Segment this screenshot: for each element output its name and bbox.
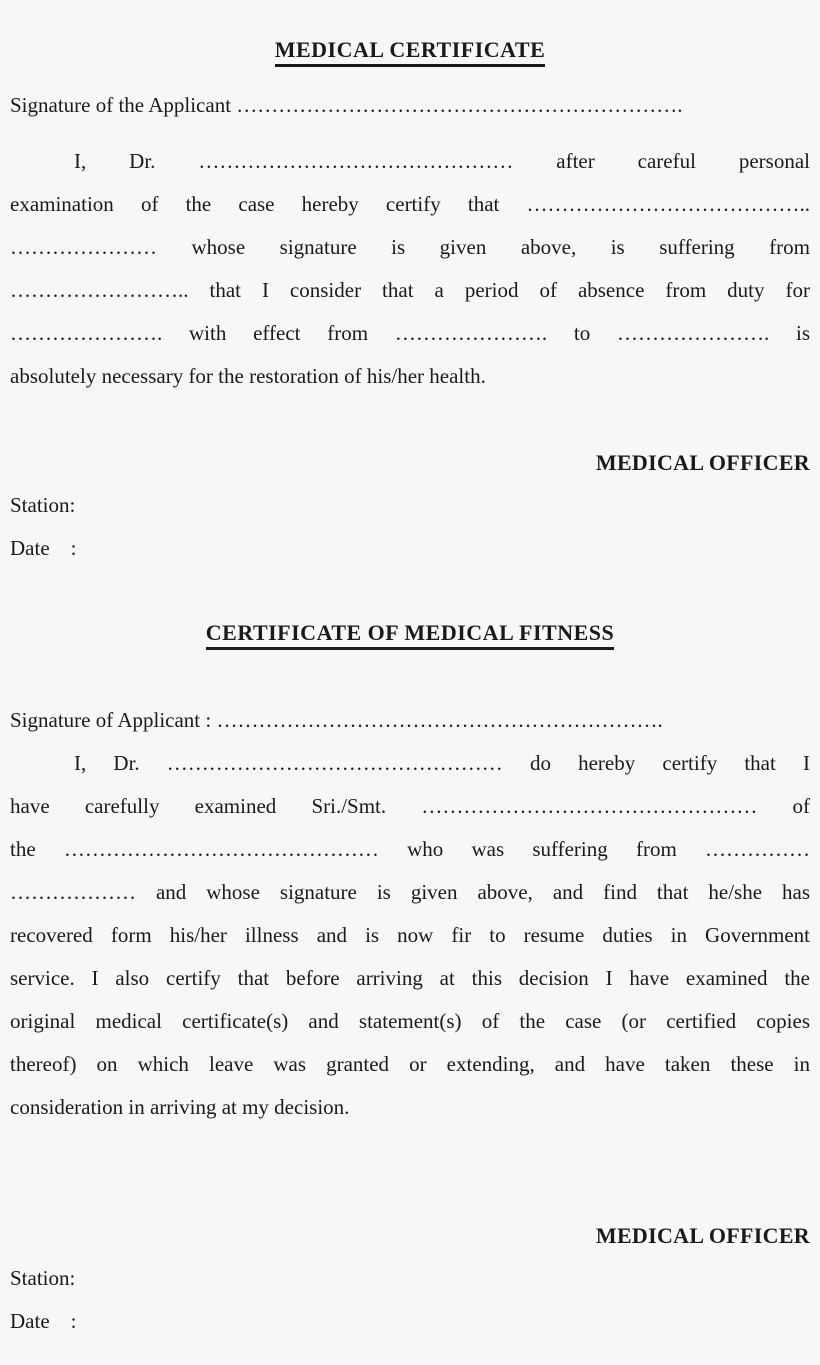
applicant-signature-line: Signature of Applicant : ……………………………………………………….: [10, 708, 663, 732]
medical-officer-label: MEDICAL OFFICER: [595, 450, 810, 475]
body-line: I, Dr. ……………………………………… after careful personal: [74, 149, 810, 173]
body-line: have carefully examined Sri./Smt. ………………………………………… of: [10, 794, 810, 818]
body-line: examination of the case hereby certify that …………………………………..: [10, 192, 810, 216]
body-line: …………………….. that I consider that a period of absence from duty for: [10, 278, 810, 302]
medical-certificate-body-paragraph: [10, 140, 810, 398]
station-label: Station:: [10, 1266, 76, 1290]
date-label: Date :: [10, 536, 77, 560]
body-line: I, Dr. ………………………………………… do hereby certify that I: [74, 751, 810, 775]
medical-certificate-title-text: MEDICAL CERTIFICATE: [275, 37, 546, 67]
medical-certificate-title: [10, 28, 810, 71]
date-label: Date :: [10, 1309, 77, 1333]
body-line: consideration in arriving at my decision.: [10, 1095, 350, 1119]
medical-certificate-section: [10, 28, 810, 570]
body-line: recovered form his/her illness and is now fir to resume duties in Government: [10, 923, 810, 947]
fitness-certificate-title-text: CERTIFICATE OF MEDICAL FITNESS: [206, 620, 614, 650]
fitness-certificate-title: [10, 611, 810, 654]
body-line: absolutely necessary for the restoration of his/her health.: [10, 364, 486, 388]
fitness-certificate-section: [10, 611, 810, 1343]
body-line: ……………… and whose signature is given above, and find that he/she has: [10, 880, 810, 904]
body-line: service. I also certify that before arriving at this decision I have examined the: [10, 966, 810, 990]
body-line: the ……………………………………… who was suffering from ……………: [10, 837, 810, 861]
fitness-certificate-body-paragraph: [10, 742, 810, 1129]
body-line: ………………… whose signature is given above, is suffering from: [10, 235, 810, 259]
medical-officer-label: MEDICAL OFFICER: [595, 1223, 810, 1248]
station-label: Station:: [10, 493, 76, 517]
body-line: thereof) on which leave was granted or extending, and have taken these in: [10, 1052, 810, 1076]
applicant-signature-line: Signature of the Applicant ……………………………………………………….: [10, 93, 683, 117]
body-line: …………………. with effect from …………………. to …………………. is: [10, 321, 810, 345]
body-line: original medical certificate(s) and statement(s) of the case (or certified copies: [10, 1009, 810, 1033]
